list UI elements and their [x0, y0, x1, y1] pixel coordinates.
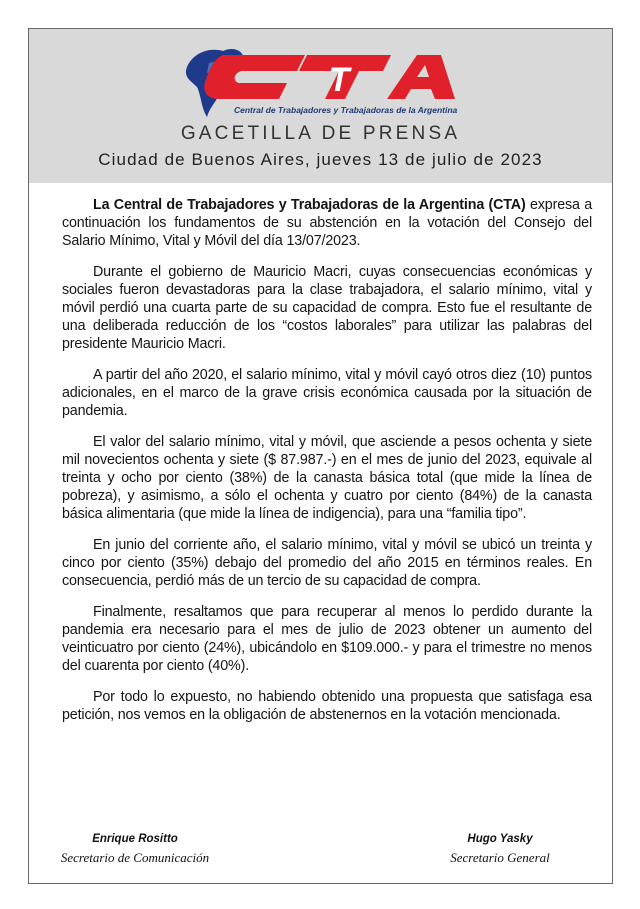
- intro-text: expresa a continuación los fundamentos de su abstención en la votación del Consejo del Salario Mínimo, Vital y Móvil del día 13/07/2023.: [62, 197, 592, 249]
- dateline: Ciudad de Buenos Aires, jueves 13 de julio de 2023: [98, 150, 543, 169]
- paragraph-valor: El valor del salario mínimo, vital y móvil, que asciende a pesos ochenta y siete mil novecientos ochenta y siete ($ 87.987.-) en el mes de junio del 2023, equivale al treinta y ocho por ciento (38%) de la canasta básica total (que mide la línea de pobreza), y asimismo, a sólo el ochenta y cuatro por ciento (84%) de la canasta básica alimentaria (que mide la línea de indigencia), para una “familia tipo”.: [62, 434, 592, 522]
- signature-right: [430, 833, 570, 866]
- signatory-role: Secretario General: [450, 850, 550, 865]
- paragraph-intro: [62, 196, 592, 250]
- release-body: [62, 196, 592, 737]
- paragraph-macri: Durante el gobierno de Mauricio Macri, cuyas consecuencias económicas y sociales fueron devastadoras para la clase trabajadora, el salario mínimo, vital y móvil perdió una cuarta parte de su capacidad de compra. Esto fue el resultante de una deliberada reducción de los “costos laborales” para utilizar las palabras del presidente Mauricio Macri.: [62, 264, 592, 352]
- svg-text:T: T: [328, 61, 350, 99]
- paragraph-junio: En junio del corriente año, el salario mínimo, vital y móvil se ubicó un treinta y cinco por ciento (35%) debajo del promedio del año 2015 en términos reales. En consecuencia, perdió más de un tercio de su capacidad de compra.: [62, 537, 592, 589]
- signature-left: [40, 833, 230, 866]
- header-band: [29, 29, 612, 183]
- paragraph-finalmente: Finalmente, resaltamos que para recuperar al menos lo perdido durante la pandemia era necesario para el mes de julio de 2023 obtener un aumento del veinticuatro por ciento (24%), ubicándolo en $109.000.- y para el trimestre no menos del cuarenta por ciento (40%).: [62, 604, 592, 674]
- signatory-name: Enrique Rositto: [92, 833, 178, 845]
- signatory-name: Hugo Yasky: [467, 833, 533, 845]
- paragraph-conclusion: Por todo lo expuesto, no habiendo obtenido una propuesta que satisfaga esa petición, nos vemos en la obligación de abstenernos en la votación mencionada.: [62, 689, 592, 723]
- paragraph-2020: A partir del año 2020, el salario mínimo, vital y móvil cayó otros diez (10) puntos adicionales, en el marco de la grave crisis económica causada por la situación de pandemia.: [62, 367, 592, 419]
- signatory-role: Secretario de Comunicación: [60, 850, 210, 865]
- organization-name: La Central de Trabajadores y Trabajadoras de la Argentina (CTA): [93, 197, 526, 213]
- logo-subtitle: Central de Trabajadores y Trabajadoras de la Argentina: [234, 105, 458, 115]
- document-type: GACETILLA DE PRENSA: [180, 123, 461, 144]
